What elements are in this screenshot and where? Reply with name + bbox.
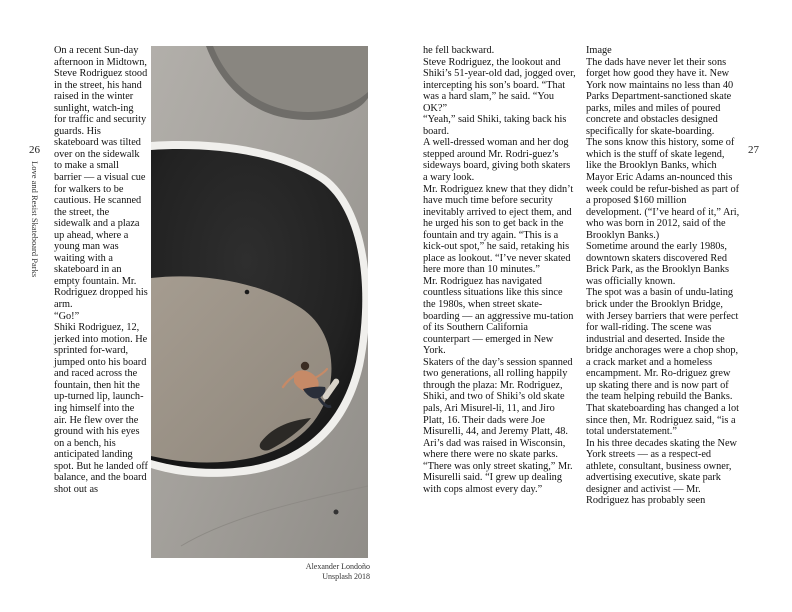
paragraph: The sons know this history, some of which is the stuff of skate legend, like the Brooklyn Banks, which Mayor Eric Adams an-nounced this week could be refur-bished as part of a proposed $160 million development. (“I’ve heard of it,” Ari, who was born in 2012, said of the Brooklyn Banks.) xyxy=(586,137,740,241)
page-number-right: 27 xyxy=(748,144,759,156)
paragraph: Image xyxy=(586,45,612,56)
paragraph: On a recent Sun-day afternoon in Midtown, Steve Rodriguez stood in the street, his hand raised in the winter sunlight, watch-ing for traffic and security guards. His skateboard was tilted over on the sidewalk to make a small barrier — a visual cue for walkers to be cautious. He scanned the street, the sidewalk and a plaza up ahead, where a young man was waiting with a skateboard in an empty fountain. Mr. Rodriguez dropped his arm. xyxy=(54,45,148,311)
paragraph: The spot was a basin of undu-lating brick under the Brooklyn Bridge, with Jersey barriers that were perfect for wall-riding. The scene was industrial and deserted. Inside the bridge anchorages were a chop shop, a crack market and a homeless encampment. Mr. Ro-driguez grew up skating there and is now part of the team helping rebuild the Banks. xyxy=(586,287,739,403)
paragraph: Steve Rodriguez, the lookout and Shiki’s 51-year-old dad, jogged over, intercepting his son’s board. “That was a hard slam,” he said. “You OK?” xyxy=(423,56,576,114)
paragraph: Mr. Rodriguez knew that they didn’t have much time before security inevitably arrived to eject them, and he urged his son to get back in the fountain and try again. “This is a kick-out spot,” he said, retaking his place as lookout. “I’ve never skated here more than 10 minutes.” xyxy=(423,183,574,276)
paragraph: In his three decades skating the New York streets — as a respect-ed athlete, consultant, business owner, advertising executive, skate park designer and activist — Mr. Rodriguez has probably seen xyxy=(586,437,737,507)
paragraph: he fell backward. xyxy=(423,45,495,56)
paragraph: “Yeah,” said Shiki, taking back his board. xyxy=(423,114,567,137)
text-column-2 xyxy=(423,45,577,495)
paragraph: A well-dressed woman and her dog stepped around Mr. Rodri-guez’s sideways board, giving both skaters a wary look. xyxy=(423,137,571,184)
paragraph: Skaters of the day’s session spanned two generations, all rolling happily through the plaza: Mr. Rodriguez, Shiki, and two of Shiki’s old skate pals, Ari Misurel-li, 11, and Jiro Platt, 16. Their dads were Joe Misurelli, 44, and Jeremy Platt, 48. xyxy=(423,356,573,438)
page-number-left: 26 xyxy=(29,144,40,156)
photo-credit-name: Alexander Londoño xyxy=(305,562,370,571)
running-head: Love and Resist Skateboard Parks xyxy=(30,161,40,278)
paragraph: That skateboarding has changed a lot since then, Mr. Rodriguez said, “is a total understatement.” xyxy=(586,402,739,438)
paragraph: The dads have never let their sons forget how good they have it. New York now maintains no less than 40 Parks Department-sanctioned skate parks, miles and miles of poured concrete and obstacles designed specifically for skate-boarding. xyxy=(586,56,734,137)
text-column-1 xyxy=(54,45,148,495)
paragraph: Sometime around the early 1980s, downtown skaters discovered Red Brick Park, as the Brooklyn Banks was officially known. xyxy=(586,241,729,287)
photo-credit xyxy=(270,562,370,582)
paragraph: Mr. Rodriguez has navigated countless situations like this since the 1980s, when street skate-boarding — an aggressive mu-tation of its Southern California counterpart — emerged in New York. xyxy=(423,275,574,357)
paragraph: Shiki Rodriguez, 12, jerked into motion. He sprinted for-ward, jumped onto his board and raced across the fountain, then hit the up-turned lip, launch-ing himself into the air. He flew over the ground with his eyes on a bench, his anticipated landing spot. But he landed off balance, and the board shot out as xyxy=(54,322,148,495)
paragraph: “Go!” xyxy=(54,310,80,322)
paragraph: Ari’s dad was raised in Wisconsin, where there were no skate parks. “There was only street skating,” Mr. Misurelli said. “I grew up dealing with cops almost every day.” xyxy=(423,437,573,495)
skatepark-photo xyxy=(151,46,368,558)
text-column-3 xyxy=(586,45,742,507)
photo-credit-source: Unsplash 2018 xyxy=(322,572,370,581)
